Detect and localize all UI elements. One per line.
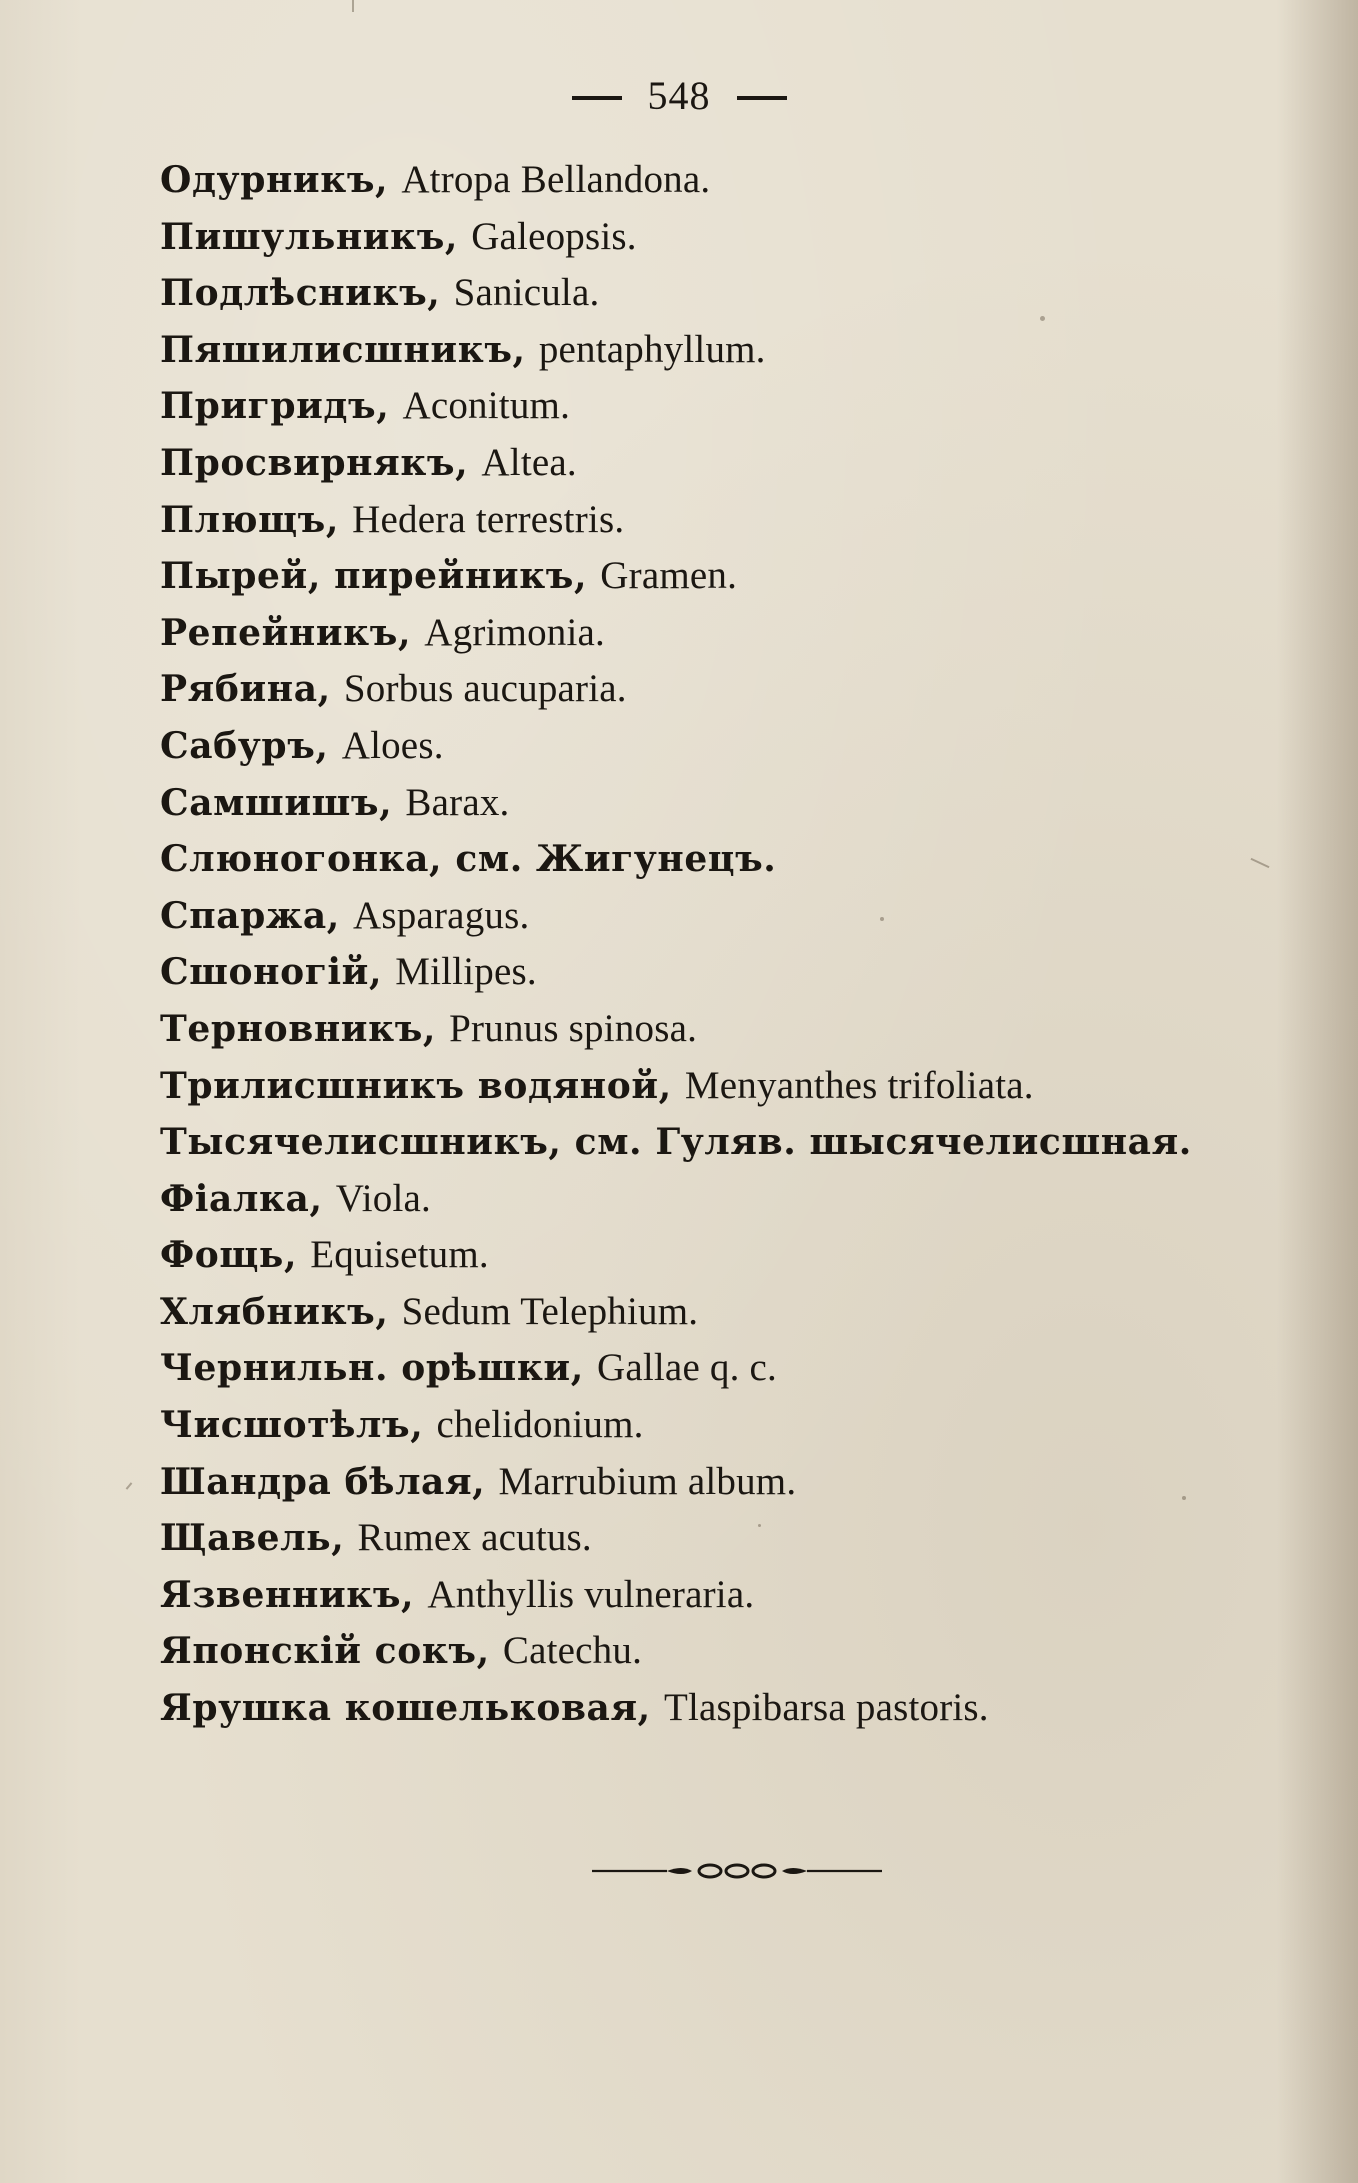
latin-name: Sanicula.: [453, 271, 600, 315]
russian-name: Сабуръ,: [160, 724, 342, 767]
russian-name: Чисшотѣлъ,: [160, 1404, 437, 1447]
paper-speck: [1040, 316, 1045, 321]
russian-name: Рябина,: [160, 668, 344, 711]
paper-speck: [758, 1524, 761, 1527]
latin-name: Asparagus.: [353, 893, 530, 937]
plant-index-list: [160, 152, 1310, 1737]
russian-name: Щавель,: [160, 1517, 358, 1560]
latin-name: Viola.: [335, 1176, 431, 1220]
index-entry: [160, 1454, 1310, 1511]
russian-name: Подлѣсникъ,: [160, 272, 454, 315]
index-entry: [160, 435, 1310, 492]
index-entry: [160, 1171, 1310, 1228]
index-entry: [160, 548, 1310, 605]
index-entry: [160, 1340, 1310, 1397]
latin-name: Atropa Bellandona.: [401, 158, 711, 201]
latin-name: Prunus spinosa.: [449, 1006, 698, 1050]
index-entry: [160, 1058, 1310, 1115]
index-entry: [160, 605, 1310, 662]
russian-name: Слюногонка, см. Жигунецъ.: [160, 838, 777, 881]
latin-name: Sedum Telephium.: [401, 1289, 699, 1333]
russian-name: Плющъ,: [160, 498, 353, 541]
russian-name: Фіалка,: [160, 1177, 336, 1220]
russian-name: Терновникъ,: [160, 1007, 450, 1050]
index-entry: [160, 492, 1310, 549]
page-number: [0, 72, 1358, 120]
paper-speck: [1182, 1496, 1186, 1500]
latin-name: Agrimonia.: [424, 610, 605, 654]
latin-name: Hedera terrestris.: [352, 497, 625, 541]
index-entry: [160, 265, 1310, 322]
index-entry: [160, 888, 1310, 945]
latin-name: Barax.: [405, 780, 510, 824]
paper-speck: [880, 917, 884, 921]
page-number-text: 548: [647, 73, 711, 118]
latin-name: Aloes.: [341, 723, 444, 767]
index-entry: [160, 1227, 1310, 1284]
index-entry: [160, 831, 1310, 888]
index-entry: [160, 1001, 1310, 1058]
russian-name: Японскій сокъ,: [160, 1630, 503, 1673]
russian-name: Одурникъ,: [160, 159, 402, 201]
russian-name: Язвенникъ,: [160, 1573, 428, 1616]
russian-name: Самшишъ,: [160, 781, 406, 824]
russian-name: Пырей, пирейникъ,: [160, 555, 601, 598]
latin-name: Gramen.: [600, 554, 738, 598]
index-entry: [160, 1567, 1310, 1624]
index-entry: [160, 1623, 1310, 1680]
right-dash: [737, 96, 787, 100]
latin-name: Altea.: [481, 440, 577, 484]
russian-name: Спаржа,: [160, 894, 354, 937]
russian-name: Репейникъ,: [160, 611, 425, 654]
latin-name: Anthyllis vulneraria.: [427, 1572, 755, 1616]
index-entry: [160, 718, 1310, 775]
index-entry: [160, 661, 1310, 718]
russian-name: Пяшилисшникъ,: [160, 328, 539, 371]
russian-name: Ярушка кошельковая,: [160, 1687, 664, 1730]
index-entry: [160, 944, 1310, 1001]
index-entry: [160, 1114, 1310, 1171]
latin-name: Aconitum.: [402, 384, 571, 428]
left-dash: [572, 96, 622, 100]
index-entry: [160, 1510, 1310, 1567]
latin-name: Tlaspibarsa pastoris.: [663, 1686, 989, 1730]
index-entry: [160, 322, 1310, 379]
index-entry: [160, 1397, 1310, 1454]
latin-name: Menyanthes trifoliata.: [684, 1063, 1034, 1107]
latin-name: chelidonium.: [436, 1403, 644, 1447]
latin-name: Equisetum.: [310, 1233, 489, 1277]
index-entry: [160, 378, 1310, 435]
index-entry: [160, 152, 1310, 209]
index-entry: [160, 1284, 1310, 1341]
russian-name: Шандра бѣлая,: [160, 1460, 499, 1503]
paper-speck: [126, 1482, 133, 1489]
russian-name: Просвирнякъ,: [160, 441, 482, 484]
latin-name: Gallae q. c.: [596, 1346, 777, 1390]
russian-name: Трилисшникъ водяной,: [160, 1064, 685, 1107]
latin-name: Sorbus aucuparia.: [343, 667, 627, 711]
russian-name: Хлябникъ,: [160, 1290, 402, 1333]
latin-name: Marrubium album.: [498, 1459, 797, 1503]
russian-name: Пишульникъ,: [160, 215, 472, 258]
latin-name: Rumex acutus.: [357, 1516, 592, 1560]
russian-name: Фощь,: [160, 1234, 311, 1277]
russian-name: Пригридъ,: [160, 385, 403, 428]
russian-name: Сшоногій,: [160, 951, 396, 994]
end-ornament: [592, 1860, 882, 1882]
latin-name: Catechu.: [502, 1629, 643, 1673]
latin-name: Galeopsis.: [471, 214, 637, 258]
index-entry: [160, 209, 1310, 266]
latin-name: pentaphyllum.: [538, 327, 766, 371]
russian-name: Чернильн. орѣшки,: [160, 1347, 597, 1390]
index-entry: [160, 1680, 1310, 1737]
latin-name: Millipes.: [395, 950, 537, 994]
russian-name: Тысячелисшникъ, см. Гуляв. шысячелисшная.: [160, 1121, 1192, 1164]
index-entry: [160, 775, 1310, 832]
paper-speck: [352, 0, 354, 12]
